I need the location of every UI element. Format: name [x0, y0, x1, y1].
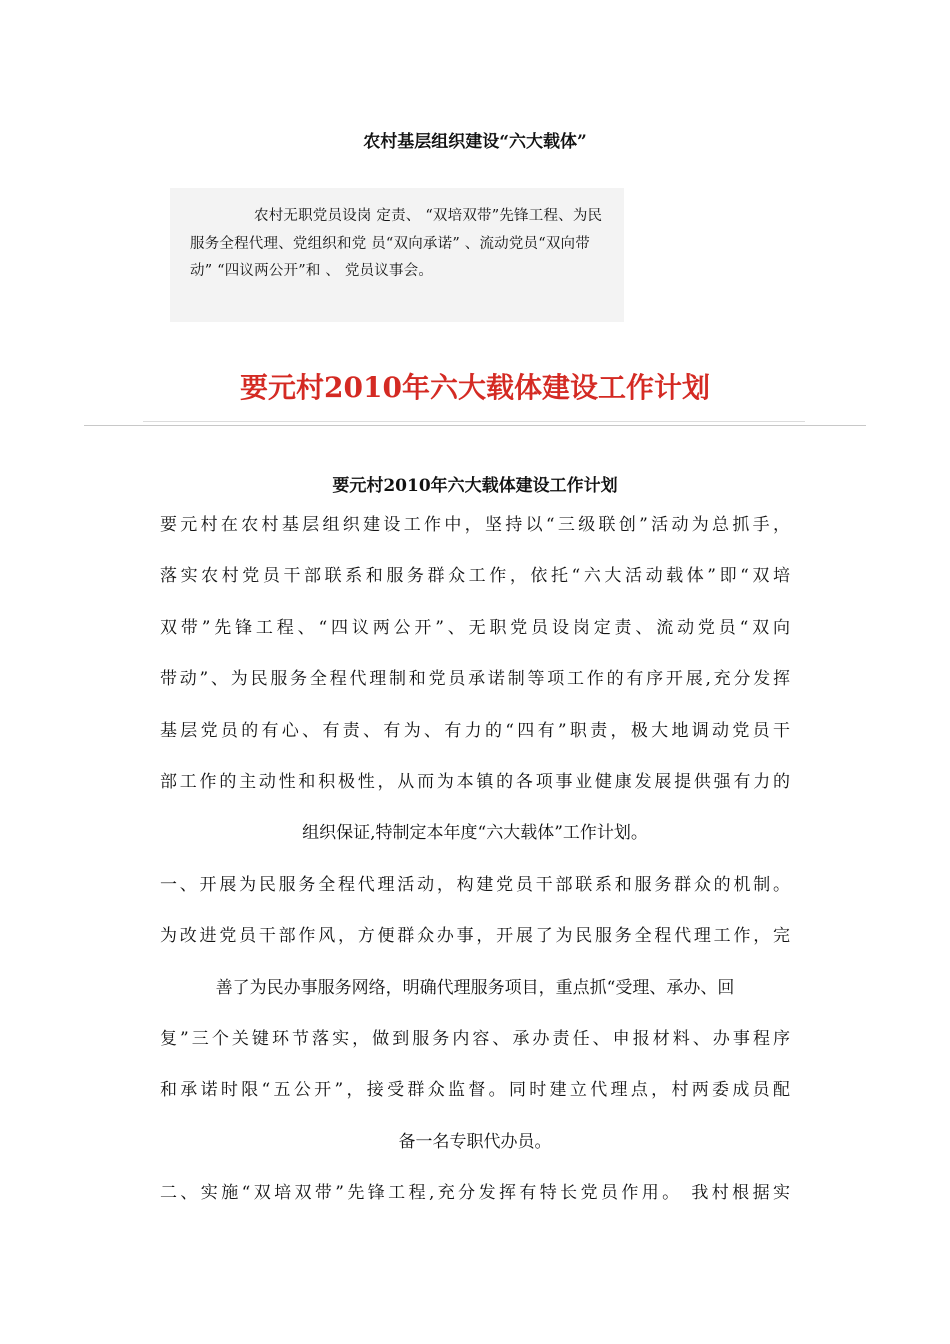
body-line: 和承诺时限“五公开”，接受群众监督。同时建立代理点，村两委成员配	[160, 1080, 790, 1101]
body-line: 带动”、为民服务全程代理制和党员承诺制等项工作的有序开展,充分发挥	[160, 669, 790, 690]
divider-line-inner	[143, 421, 805, 422]
body-line: 善了为民办事服务网络，明确代理服务项目，重点抓“受理、承办、回	[215, 977, 735, 998]
body-line: 为改进党员干部作风，方便群众办事，开展了为民服务全程代理工作，完	[160, 926, 790, 947]
section-heading: 二、实施“双培双带”先锋工程,充分发挥有特长党员作用。 我村根据实	[160, 1183, 790, 1204]
article-headline: 要元村2010年六大载体建设工作计划	[240, 371, 710, 404]
body-line: 落实农村党员干部联系和服务群众工作，依托“六大活动载体”即“双培	[160, 566, 790, 587]
body-line: 基层党员的有心、有责、有为、有力的“四有”职责，极大地调动党员干	[160, 720, 790, 741]
body-line: 部工作的主动性和积极性，从而为本镇的各项事业健康发展提供强有力的	[160, 771, 790, 792]
section-heading: 一、开展为民服务全程代理活动，构建党员干部联系和服务群众的机制。	[160, 874, 790, 895]
article-body	[160, 512, 790, 1231]
document-title: 农村基层组织建设“六大载体”	[363, 132, 587, 152]
body-line: 复”三个关键环节落实，做到服务内容、承办责任、申报材料、办事程序	[160, 1028, 790, 1049]
body-line: 组织保证,特制定本年度“六大载体”工作计划。	[302, 823, 648, 844]
plan-title: 要元村2010年六大载体建设工作计划	[332, 476, 618, 496]
summary-text: 农村无职党员设岗 定责、 “双培双带”先锋工程、为民服务全程代理、党组织和党 员“双向承诺” 、流动党员“双向带动” “四议两公开”和 、 党员议事会。	[190, 208, 603, 279]
body-line: 要元村在农村基层组织建设工作中，坚持以“三级联创”活动为总抓手，	[160, 515, 790, 535]
summary-box	[170, 188, 624, 322]
body-line: 双带”先锋工程、“四议两公开”、无职党员设岗定责、流动党员“双向	[160, 617, 790, 638]
divider-line	[84, 425, 866, 426]
body-line: 备一名专职代办员。	[398, 1131, 552, 1152]
